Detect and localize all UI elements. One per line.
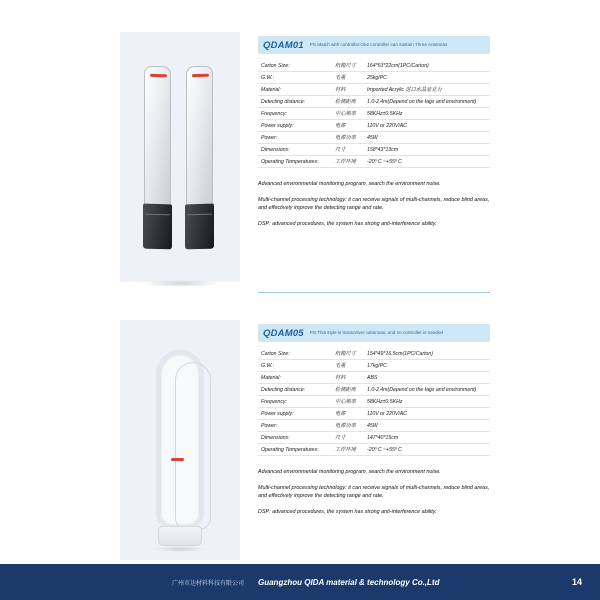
spec-label: Dimensions: — [258, 432, 332, 444]
spec-label: Dimensions: — [258, 144, 332, 156]
spec-label-cn: 毛重 — [332, 72, 364, 84]
table-row — [258, 60, 490, 72]
antenna-left — [144, 66, 171, 247]
spec-label-cn: 中心频率 — [332, 108, 364, 120]
spec-label: Detecting distance: — [258, 384, 332, 396]
spec-label-cn: 电源 — [332, 408, 364, 420]
product-title-bar — [258, 36, 490, 54]
spec-label-cn: 工作环境 — [332, 156, 364, 168]
note-paragraph: Multi-channel processing technology: it can receive signals of multi-channels, reduce blind areas, and effectively improve the detecting range and rate. — [258, 197, 490, 212]
company-name-cn: 广州市达材料科技有限公司 — [172, 580, 245, 587]
spec-value: 1.0-2.4m(Depend on the tags and environment) — [364, 384, 490, 396]
spec-label: Carton Size: — [258, 348, 332, 360]
page-footer — [0, 564, 600, 600]
spec-value: 45W — [364, 132, 490, 144]
spec-label-cn: 纸箱尺寸 — [332, 348, 364, 360]
product-subtitle: PS Match with controller.One controller can sustain Three Antennas — [309, 42, 448, 48]
table-row — [258, 444, 490, 456]
product-spec-panel — [258, 324, 490, 524]
eas-antenna-pair-illustration — [136, 66, 226, 261]
table-row — [258, 372, 490, 384]
antenna-base-band — [145, 214, 170, 216]
table-row — [258, 348, 490, 360]
spec-value: 147*40*15cm — [364, 432, 490, 444]
led-indicator-icon — [171, 458, 184, 461]
led-indicator-icon — [150, 74, 167, 77]
product-subtitle: PS:This style is transceiver antennas, and no controller is needed — [309, 330, 444, 336]
spec-label: G.W.: — [258, 72, 332, 84]
table-row — [258, 84, 490, 96]
table-row — [258, 360, 490, 372]
spec-label: Operating Temperatures: — [258, 156, 332, 168]
spec-value: 58KHz±0.5KHz — [364, 108, 490, 120]
company-name-en: Guangzhou QIDA material & technology Co.,Ltd — [258, 577, 440, 587]
note-paragraph: DSP: advanced procedures, the system has strong anti-interference ability. — [258, 509, 437, 516]
section-divider — [258, 292, 490, 293]
spec-label: Material: — [258, 84, 332, 96]
spec-table — [258, 348, 490, 456]
antenna-base — [143, 204, 172, 250]
antenna-base — [185, 204, 214, 250]
note-paragraph: DSP: advanced procedures, the system has strong anti-interference ability. — [258, 221, 437, 228]
spec-label: Material: — [258, 372, 332, 384]
spec-value: ABS — [364, 372, 490, 384]
spec-value: 158*43*13cm — [364, 144, 490, 156]
spec-table — [258, 60, 490, 168]
led-indicator-icon — [192, 74, 209, 77]
spec-label-cn: 材料 — [332, 372, 364, 384]
product-image-panel — [120, 320, 240, 560]
spec-value: 1.0-2.4m(Depend on the tags and environment) — [364, 96, 490, 108]
table-row — [258, 132, 490, 144]
note-paragraph: Multi-channel processing technology: it can receive signals of multi-channels, reduce blind areas, and effectively improve the detecting range and rate. — [258, 485, 490, 500]
spec-label-cn: 检测距离 — [332, 384, 364, 396]
spec-label-cn: 材料 — [332, 84, 364, 96]
spec-value: Imported Acrylic 进口水晶亚克力 — [364, 84, 490, 96]
antenna-base-band — [187, 214, 212, 216]
product-image-panel — [120, 32, 240, 282]
spec-label-cn: 毛重 — [332, 360, 364, 372]
spec-label-cn: 电源功率 — [332, 420, 364, 432]
product-shadow — [154, 546, 206, 552]
spec-label-cn: 电源功率 — [332, 132, 364, 144]
spec-label: Operating Temperatures: — [258, 444, 332, 456]
table-row — [258, 72, 490, 84]
loop-antenna-inner-frame — [175, 362, 211, 530]
spec-label: Carton Size: — [258, 60, 332, 72]
table-row — [258, 144, 490, 156]
product-code: QDAM01 — [263, 39, 304, 51]
product-notes — [258, 468, 490, 516]
spec-label: G.W.: — [258, 360, 332, 372]
table-row — [258, 408, 490, 420]
spec-label-cn: 工作环境 — [332, 444, 364, 456]
antenna-body — [186, 66, 213, 207]
spec-label: Detecting distance: — [258, 96, 332, 108]
spec-label: Power supply: — [258, 408, 332, 420]
spec-label: Frequency: — [258, 396, 332, 408]
antenna-body — [144, 66, 171, 207]
spec-label-cn: 尺寸 — [332, 144, 364, 156]
spec-value: 25kg/PC — [364, 72, 490, 84]
spec-label: Power: — [258, 132, 332, 144]
spec-label: Power: — [258, 420, 332, 432]
note-paragraph: Advanced environmental monitoring program, search the environment noise. — [258, 469, 441, 475]
product-notes — [258, 180, 490, 228]
product-shadow — [140, 280, 222, 287]
table-row — [258, 108, 490, 120]
spec-value: -20º C ~+55º C — [364, 444, 490, 456]
antenna-right — [186, 66, 213, 247]
loop-antenna-frame — [156, 350, 204, 530]
table-row — [258, 420, 490, 432]
page-number: 14 — [571, 577, 582, 587]
table-row — [258, 384, 490, 396]
product-spec-panel — [258, 36, 490, 236]
table-row — [258, 396, 490, 408]
note-paragraph: Advanced environmental monitoring program, search the environment noise. — [258, 181, 441, 187]
loop-antenna-illustration — [148, 350, 212, 550]
table-row — [258, 156, 490, 168]
spec-value: 110V or 220V/AC — [364, 408, 490, 420]
spec-value: 154*49*16.5cm(1PC/Carton) — [364, 348, 490, 360]
product-title-bar — [258, 324, 490, 342]
spec-label-cn: 纸箱尺寸 — [332, 60, 364, 72]
spec-value: 110V or 220V/AC — [364, 120, 490, 132]
spec-label: Power supply: — [258, 120, 332, 132]
spec-label: Frequency: — [258, 108, 332, 120]
spec-value: 164*53*22cm(1PC/Carton) — [364, 60, 490, 72]
table-row — [258, 432, 490, 444]
spec-value: -20º C ~+55º C — [364, 156, 490, 168]
table-row — [258, 96, 490, 108]
spec-value: 17kg/PC — [364, 360, 490, 372]
spec-label-cn: 检测距离 — [332, 96, 364, 108]
spec-value: 58KHz±0.5KHz — [364, 396, 490, 408]
spec-label-cn: 尺寸 — [332, 432, 364, 444]
spec-label-cn: 电源 — [332, 120, 364, 132]
product-code: QDAM05 — [263, 327, 304, 339]
table-row — [258, 120, 490, 132]
loop-antenna-base — [158, 526, 202, 546]
spec-value: 45W — [364, 420, 490, 432]
spec-label-cn: 中心频率 — [332, 396, 364, 408]
